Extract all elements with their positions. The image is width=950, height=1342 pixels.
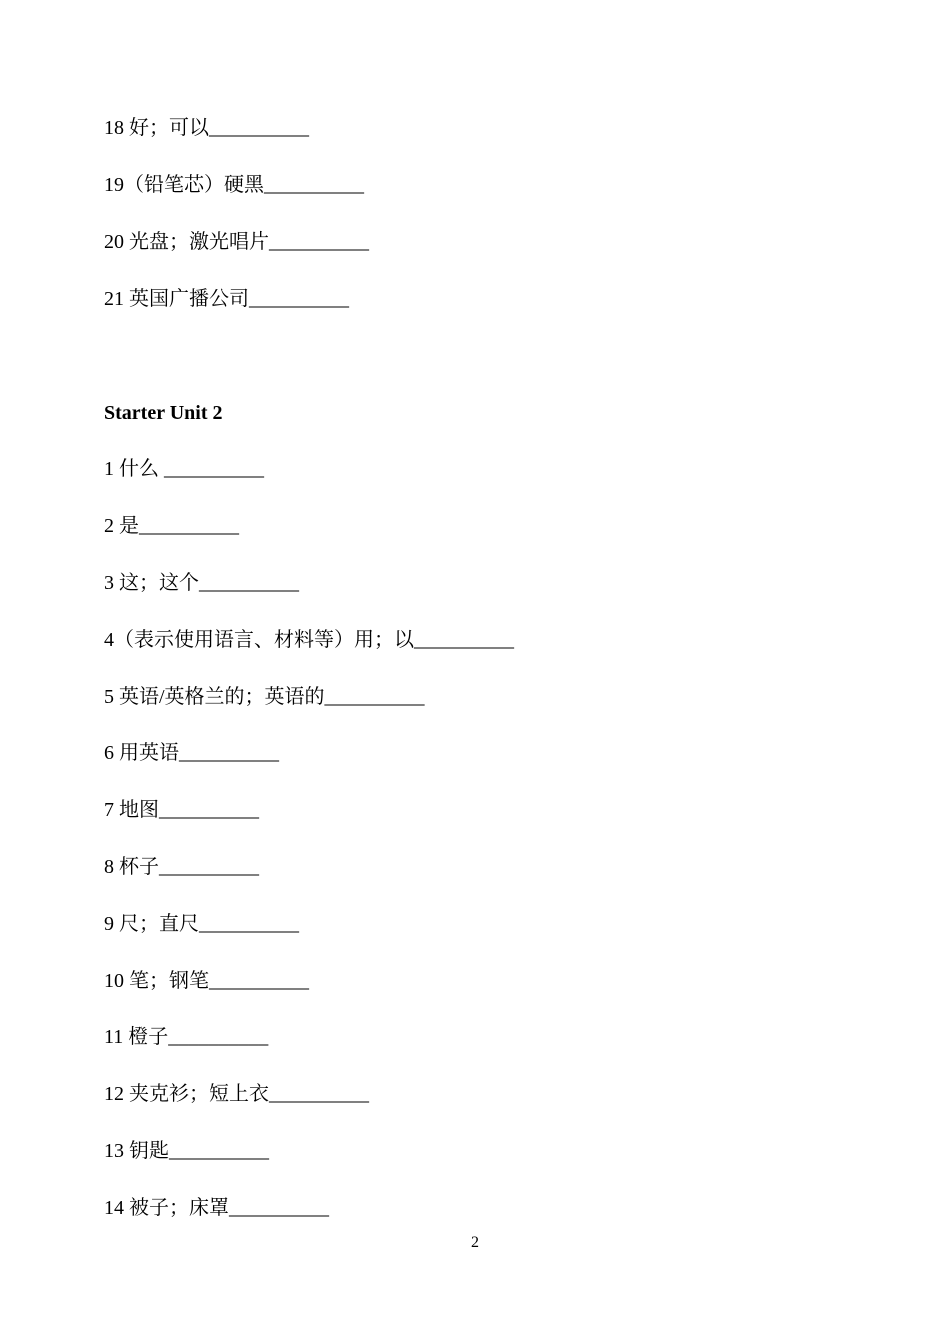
vocab-item: 14 被子；床罩__________ — [104, 1197, 329, 1219]
vocab-item: 13 钥匙__________ — [104, 1140, 269, 1162]
vocab-item: 12 夹克衫；短上衣__________ — [104, 1083, 369, 1105]
vocab-item: 1 什么 __________ — [104, 458, 264, 480]
section-heading: Starter Unit 2 — [104, 402, 223, 424]
vocab-item: 19（铅笔芯）硬黑__________ — [104, 174, 364, 196]
vocab-item: 6 用英语__________ — [104, 742, 279, 764]
vocab-item: 20 光盘；激光唱片__________ — [104, 231, 369, 253]
vocab-item: 2 是__________ — [104, 515, 239, 537]
vocab-item: 9 尺；直尺__________ — [104, 913, 299, 935]
vocab-item: 11 橙子__________ — [104, 1026, 269, 1048]
page-number: 2 — [471, 1234, 479, 1251]
vocab-item: 3 这；这个__________ — [104, 572, 299, 594]
vocab-item: 18 好；可以__________ — [104, 117, 309, 139]
vocab-item: 8 杯子__________ — [104, 856, 259, 878]
vocab-item: 21 英国广播公司__________ — [104, 288, 349, 310]
vocab-item: 5 英语/英格兰的；英语的__________ — [104, 686, 425, 708]
vocab-item: 10 笔；钢笔__________ — [104, 970, 309, 992]
vocab-item: 4（表示使用语言、材料等）用；以__________ — [104, 629, 514, 651]
vocab-item: 7 地图__________ — [104, 799, 259, 821]
